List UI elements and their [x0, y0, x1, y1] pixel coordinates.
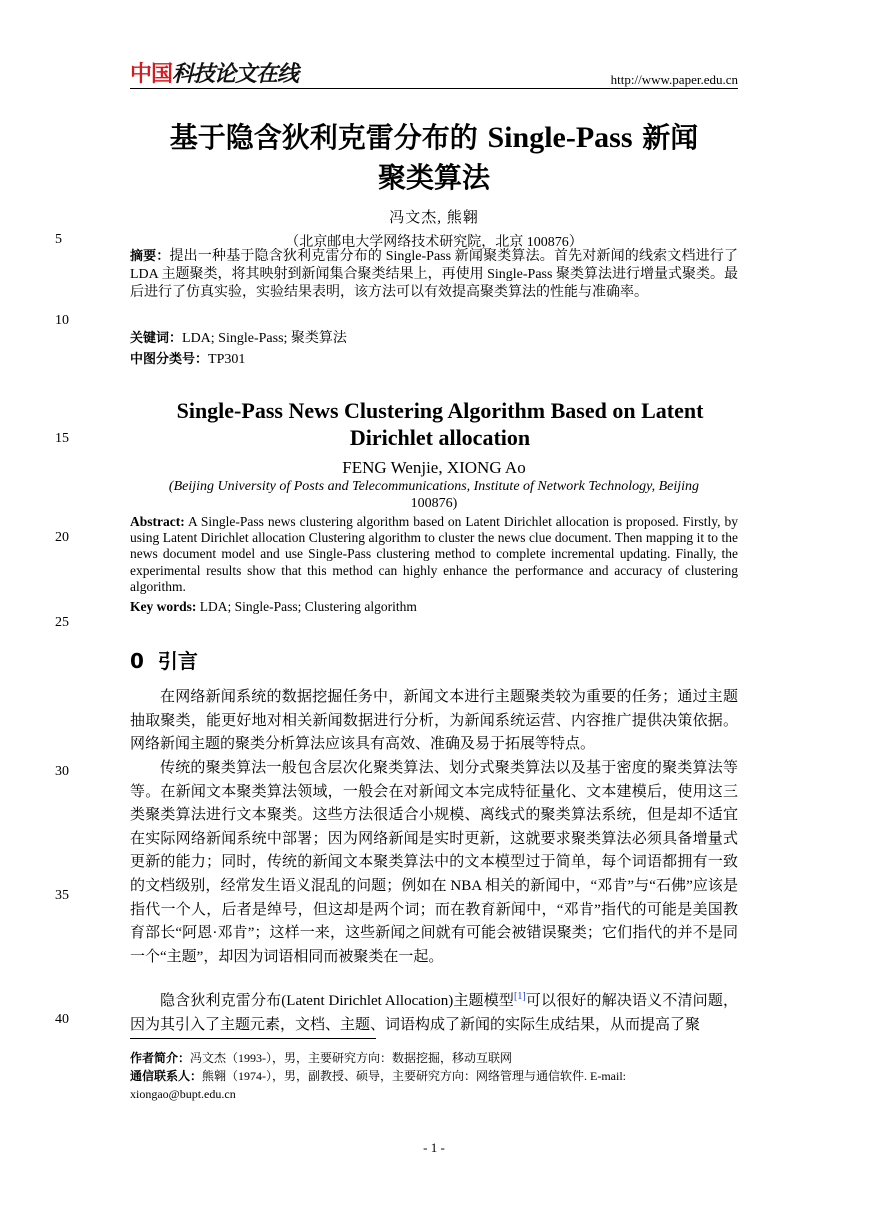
keywords-text: LDA; Single-Pass; 聚类算法	[182, 331, 347, 346]
chinese-classification	[130, 351, 738, 369]
header-rule	[130, 88, 738, 89]
section-number: 0	[130, 649, 144, 673]
chinese-authors: 冯文杰, 熊翱	[389, 210, 479, 226]
english-abstract-label: Abstract:	[130, 514, 185, 529]
logo-red-text: 中国	[130, 62, 173, 87]
english-keywords-label: Key words:	[130, 599, 197, 614]
footnote-rule	[130, 1038, 376, 1039]
english-abstract-text: A Single-Pass news clustering algorithm based on Latent Dirichlet allocation is proposed. Firstly, by using Latent Dirichlet allocation Clustering algorithm to cluster the news clue document. Then mapping it to the news document model and use Single-Pass clustering method to complete incremental updating. Finally, the experimental results show that this method can highly enhance the performance and accuracy of clustering algorithm.	[130, 514, 738, 594]
p3-text-b: 可以很好的解决语义不清问题，因为其引入了主题元素，文档、主题、词语构成了新闻的实际生成结果，从而提高了聚	[130, 993, 738, 1033]
affiliation-line2: 100876)	[410, 496, 458, 511]
line-number: 15	[55, 431, 69, 446]
header-url[interactable]: http://www.paper.edu.cn	[610, 72, 738, 87]
line-number: 30	[55, 764, 69, 779]
footnote-contact-text: 熊翱（1974-），男，副教授、硕导，主要研究方向：网络管理与通信软件. E-mail:	[202, 1069, 627, 1083]
p3-text-a: 隐含狄利克雷分布(Latent Dirichlet Allocation)主题模型	[160, 993, 515, 1009]
citation-ref[interactable]: [1]	[514, 991, 526, 1002]
english-keywords	[130, 598, 738, 616]
chinese-affiliation: （北京邮电大学网络技术研究院，北京 100876）	[285, 235, 583, 250]
classification-label: 中图分类号：	[130, 352, 209, 367]
chinese-abstract	[130, 248, 738, 302]
footnote-author-text: 冯文杰（1993-），男，主要研究方向：数据挖掘，移动互联网	[190, 1051, 513, 1065]
footnote-author	[130, 1049, 738, 1067]
title-part-a: 基于隐含狄利克雷分布的	[169, 121, 488, 154]
footnote-author-label: 作者简介：	[130, 1051, 191, 1065]
page-number: - 1 -	[423, 1140, 445, 1155]
english-keywords-text: LDA; Single-Pass; Clustering algorithm	[199, 599, 417, 614]
line-number: 10	[55, 313, 69, 328]
chinese-keywords	[130, 330, 738, 348]
english-authors: FENG Wenjie, XIONG Ao	[342, 458, 526, 477]
line-number: 25	[55, 615, 69, 630]
line-number: 40	[55, 1012, 69, 1027]
line-number: 35	[55, 888, 69, 903]
classification-text: TP301	[208, 352, 246, 367]
english-title	[130, 397, 750, 451]
journal-logo	[130, 62, 298, 88]
footnote-email[interactable]: xiongao@bupt.edu.cn	[130, 1087, 236, 1101]
logo-black-text: 科技论文在线	[172, 62, 299, 87]
chinese-title-line1	[130, 118, 738, 158]
title-part-b: 新闻	[632, 121, 699, 154]
english-abstract	[130, 514, 738, 595]
body-paragraph-3	[130, 985, 738, 1037]
body-paragraph-1: 在网络新闻系统的数据挖掘任务中，新闻文本进行主题聚类较为重要的任务；通过主题抽取聚类，能更好地对相关新闻数据进行分析，为新闻系统运营、内容推广提供决策依据。网络新闻主题的聚类分析算法应该具有高效、准确及易于拓展等特点。	[130, 689, 738, 753]
keywords-label: 关键词：	[130, 331, 183, 346]
line-number: 5	[55, 232, 62, 247]
section-heading	[130, 645, 212, 674]
english-affiliation	[130, 478, 738, 512]
english-title-line2: Dirichlet allocation	[349, 425, 531, 450]
footnote-contact-label: 通信联系人：	[130, 1069, 203, 1083]
english-title-line1: Single-Pass News Clustering Algorithm Based on Latent	[176, 398, 704, 423]
line-number: 20	[55, 530, 69, 545]
title-part-latin: Single-Pass	[487, 121, 633, 154]
chinese-title	[130, 118, 738, 198]
footnote-contact	[130, 1067, 738, 1103]
chinese-title-line2: 聚类算法	[377, 161, 490, 194]
affiliation-line1: (Beijing University of Posts and Telecommunications, Institute of Network Technology, Beijing	[168, 479, 700, 494]
body-paragraph-2: 传统的聚类算法一般包含层次化聚类算法、划分式聚类算法以及基于密度的聚类算法等等。在新闻文本聚类算法领域，一般会在对新闻文本完成特征量化、文本建模后，使用这三类聚类算法进行文本聚类。这些方法很适合小规模、离线式的聚类算法系统，但是却不适宜在实际网络新闻系统中部署；因为网络新闻是实时更新，这就要求聚类算法必须具备增量式更新的能力；同时，传统的新闻文本聚类算法中的文本模型过于简单，每个词语都拥有一致的文档级别，经常发生语义混乱的问题；例如在 NBA 相关的新闻中，“邓肯”与“石佛”应该是指代一个人，后者是绰号，但这却是两个词；而在教育新闻中，“邓肯”指代的可能是美国教育部长“阿恩·邓肯”；这样一来，这些新闻之间就有可能会被错误聚类；它们指代的并不是同一个“主题”，却因为词语相同而被聚类在一起。	[130, 760, 738, 965]
section-title: 引言	[157, 649, 198, 673]
abstract-text: 提出一种基于隐含狄利克雷分布的 Single-Pass 新闻聚类算法。首先对新闻的线索文档进行了 LDA 主题聚类，将其映射到新闻集合聚类结果上，再使用 Single-Pass 聚类算法进行增量式聚类。最后进行了仿真实验，实验结果表明，该方法可以有效提高聚类算法的性能与准确率。	[130, 249, 738, 300]
abstract-label: 摘要：	[130, 249, 170, 264]
